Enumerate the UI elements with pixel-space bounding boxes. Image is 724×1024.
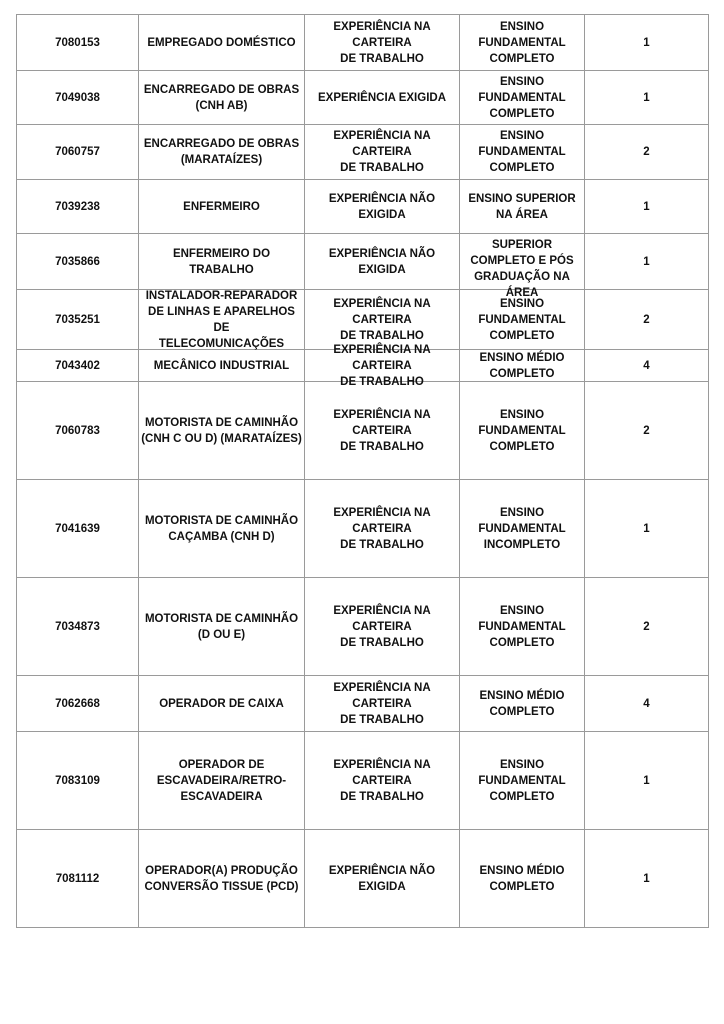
- education-requirement-text: ENSINO FUNDAMENTAL COMPLETO: [478, 75, 566, 120]
- vacancy-count-text: 2: [643, 620, 650, 633]
- job-code-text: 7083109: [55, 774, 100, 787]
- job-code-text: 7062668: [55, 697, 100, 710]
- education-requirement-text: ENSINO FUNDAMENTAL COMPLETO: [478, 130, 566, 174]
- table-row: [17, 578, 709, 676]
- job-code-cell: [17, 71, 139, 125]
- education-requirement-cell: [460, 125, 585, 180]
- experience-requirement-text: EXPERIÊNCIA NA CARTEIRA DE TRABALHO: [333, 297, 431, 342]
- vacancy-count-text: 2: [643, 424, 650, 437]
- vacancy-count-text: 1: [643, 522, 650, 535]
- education-requirement-text: ENSINO FUNDAMENTAL COMPLETO: [478, 20, 566, 65]
- experience-requirement-text: EXPERIÊNCIA NÃO EXIGIDA: [328, 192, 436, 221]
- job-title-text: MOTORISTA DE CAMINHÃO (D OU E): [144, 612, 299, 641]
- experience-requirement-text: EXPERIÊNCIA NÃO EXIGIDA: [328, 864, 436, 893]
- education-requirement-cell: [460, 732, 585, 830]
- education-requirement-text: ENSINO MÉDIO COMPLETO: [479, 351, 565, 380]
- vacancy-count-cell: [585, 732, 709, 830]
- job-code-cell: [17, 830, 139, 928]
- vacancy-count-text: 4: [643, 697, 650, 710]
- job-code-cell: [17, 234, 139, 290]
- vacancy-count-cell: [585, 125, 709, 180]
- experience-requirement-cell: [305, 480, 460, 578]
- vacancy-count-cell: [585, 180, 709, 234]
- experience-requirement-text: EXPERIÊNCIA NÃO EXIGIDA: [328, 247, 436, 276]
- experience-requirement-cell: [305, 125, 460, 180]
- job-title-cell: [139, 71, 305, 125]
- vacancy-count-text: 2: [643, 313, 650, 326]
- vacancy-count-text: 1: [643, 200, 650, 213]
- experience-requirement-cell: [305, 830, 460, 928]
- education-requirement-cell: [460, 180, 585, 234]
- education-requirement-text: ENSINO MÉDIO COMPLETO: [479, 864, 565, 893]
- job-code-cell: [17, 732, 139, 830]
- job-code-cell: [17, 15, 139, 71]
- job-code-cell: [17, 180, 139, 234]
- job-title-cell: [139, 234, 305, 290]
- vacancy-count-cell: [585, 71, 709, 125]
- education-requirement-cell: [460, 382, 585, 480]
- vacancy-count-text: 4: [643, 359, 650, 372]
- job-code-cell: [17, 125, 139, 180]
- table-row: [17, 350, 709, 382]
- job-title-cell: [139, 290, 305, 350]
- experience-requirement-text: EXPERIÊNCIA NA CARTEIRA DE TRABALHO: [333, 604, 431, 649]
- education-requirement-text: ENSINO MÉDIO COMPLETO: [479, 689, 565, 718]
- education-requirement-cell: [460, 830, 585, 928]
- education-requirement-cell: [460, 578, 585, 676]
- table-row: [17, 234, 709, 290]
- experience-requirement-cell: [305, 15, 460, 71]
- job-code-cell: [17, 350, 139, 382]
- job-code-cell: [17, 382, 139, 480]
- vacancy-count-text: 1: [643, 872, 650, 885]
- experience-requirement-cell: [305, 234, 460, 290]
- vacancy-count-text: 1: [643, 774, 650, 787]
- education-requirement-cell: [460, 234, 585, 299]
- vacancy-count-text: 1: [643, 36, 650, 49]
- experience-requirement-text: EXPERIÊNCIA NA CARTEIRA DE TRABALHO: [333, 20, 431, 65]
- job-code-cell: [17, 578, 139, 676]
- experience-requirement-text: EXPERIÊNCIA NA CARTEIRA DE TRABALHO: [333, 506, 431, 551]
- vacancy-count-cell: [585, 676, 709, 732]
- job-code-text: 7035251: [55, 313, 100, 326]
- vacancy-count-text: 1: [643, 255, 650, 268]
- vacancy-count-cell: [585, 15, 709, 71]
- table-row: [17, 830, 709, 928]
- job-title-text: MOTORISTA DE CAMINHÃO CAÇAMBA (CNH D): [144, 514, 299, 543]
- experience-requirement-cell: [305, 732, 460, 830]
- job-title-text: ENCARREGADO DE OBRAS (MARATAÍZES): [143, 138, 300, 166]
- job-title-cell: [139, 180, 305, 234]
- experience-requirement-cell: [305, 578, 460, 676]
- experience-requirement-text: EXPERIÊNCIA EXIGIDA: [317, 91, 447, 104]
- vacancy-count-text: 2: [643, 146, 650, 158]
- vacancy-count-cell: [585, 830, 709, 928]
- table-row: [17, 180, 709, 234]
- experience-requirement-text: EXPERIÊNCIA NA CARTEIRA DE TRABALHO: [333, 681, 431, 726]
- job-title-cell: [139, 578, 305, 676]
- job-code-cell: [17, 290, 139, 350]
- job-title-text: OPERADOR(A) PRODUÇÃO CONVERSÃO TISSUE (PCD): [144, 864, 299, 893]
- job-title-text: OPERADOR DE ESCAVADEIRA/RETRO- ESCAVADEIRA: [156, 758, 287, 803]
- job-title-text: MOTORISTA DE CAMINHÃO (CNH C OU D) (MARATAÍZES): [141, 416, 302, 445]
- experience-requirement-cell: [305, 676, 460, 732]
- job-code-text: 7080153: [55, 36, 100, 49]
- table-row: [17, 480, 709, 578]
- education-requirement-cell: [460, 71, 585, 125]
- job-code-text: 7041639: [55, 522, 100, 535]
- job-title-cell: [139, 382, 305, 480]
- vacancy-count-cell: [585, 480, 709, 578]
- education-requirement-text: SUPERIOR COMPLETO E PÓS GRADUAÇÃO NA ÁREA: [470, 239, 574, 299]
- job-title-cell: [139, 830, 305, 928]
- job-title-cell: [139, 350, 305, 382]
- experience-requirement-text: EXPERIÊNCIA NA CARTEIRA DE TRABALHO: [333, 343, 431, 388]
- job-code-text: 7039238: [55, 200, 100, 213]
- job-title-text: OPERADOR DE CAIXA: [159, 697, 284, 710]
- experience-requirement-cell: [305, 382, 460, 480]
- experience-requirement-text: EXPERIÊNCIA NA CARTEIRA DE TRABALHO: [333, 408, 431, 453]
- table-row: [17, 71, 709, 125]
- experience-requirement-cell: [305, 180, 460, 234]
- job-title-cell: [139, 732, 305, 830]
- experience-requirement-cell: [305, 71, 460, 125]
- job-code-text: 7035866: [55, 255, 100, 268]
- experience-requirement-text: EXPERIÊNCIA NA CARTEIRA DE TRABALHO: [333, 130, 431, 174]
- table-body: [17, 15, 709, 928]
- experience-requirement-cell: [305, 343, 460, 388]
- vacancy-count-cell: [585, 578, 709, 676]
- vacancy-count-cell: [585, 234, 709, 290]
- vacancy-count-cell: [585, 290, 709, 350]
- education-requirement-text: ENSINO FUNDAMENTAL COMPLETO: [478, 408, 566, 453]
- experience-requirement-cell: [305, 290, 460, 350]
- education-requirement-cell: [460, 676, 585, 732]
- job-code-cell: [17, 676, 139, 732]
- vacancy-count-text: 1: [643, 91, 650, 104]
- job-code-text: 7049038: [55, 91, 100, 104]
- experience-requirement-text: EXPERIÊNCIA NA CARTEIRA DE TRABALHO: [333, 758, 431, 803]
- job-code-text: 7060757: [55, 146, 100, 158]
- job-vacancies-table: [16, 14, 709, 928]
- job-code-text: 7043402: [55, 359, 100, 372]
- job-title-text: INSTALADOR-REPARADOR DE LINHAS E APARELHOS DE TELECOMUNICAÇÕES: [145, 289, 298, 350]
- job-title-cell: [139, 125, 305, 180]
- job-code-text: 7034873: [55, 620, 100, 633]
- table-row: [17, 676, 709, 732]
- vacancy-count-cell: [585, 382, 709, 480]
- job-title-cell: [139, 676, 305, 732]
- job-title-cell: [139, 15, 305, 71]
- job-code-text: 7081112: [55, 872, 100, 885]
- job-title-text: ENFERMEIRO: [183, 200, 260, 213]
- table-row: [17, 125, 709, 180]
- education-requirement-cell: [460, 350, 585, 382]
- job-title-text: ENCARREGADO DE OBRAS (CNH AB): [143, 83, 300, 112]
- job-title-text: EMPREGADO DOMÉSTICO: [147, 36, 296, 49]
- table-row: [17, 732, 709, 830]
- table-row: [17, 382, 709, 480]
- education-requirement-text: ENSINO FUNDAMENTAL COMPLETO: [478, 604, 566, 649]
- education-requirement-text: ENSINO SUPERIOR NA ÁREA: [468, 192, 576, 221]
- education-requirement-cell: [460, 480, 585, 578]
- education-requirement-cell: [460, 15, 585, 71]
- job-title-cell: [139, 480, 305, 578]
- job-title-text: MECÂNICO INDUSTRIAL: [153, 359, 290, 372]
- education-requirement-text: ENSINO FUNDAMENTAL COMPLETO: [478, 297, 566, 342]
- education-requirement-text: ENSINO FUNDAMENTAL COMPLETO: [478, 758, 566, 803]
- table-row: [17, 290, 709, 350]
- job-title-text: ENFERMEIRO DO TRABALHO: [172, 247, 271, 276]
- table-row: [17, 15, 709, 71]
- education-requirement-text: ENSINO FUNDAMENTAL INCOMPLETO: [478, 506, 566, 551]
- vacancy-count-cell: [585, 350, 709, 382]
- job-code-text: 7060783: [55, 424, 100, 437]
- job-code-cell: [17, 480, 139, 578]
